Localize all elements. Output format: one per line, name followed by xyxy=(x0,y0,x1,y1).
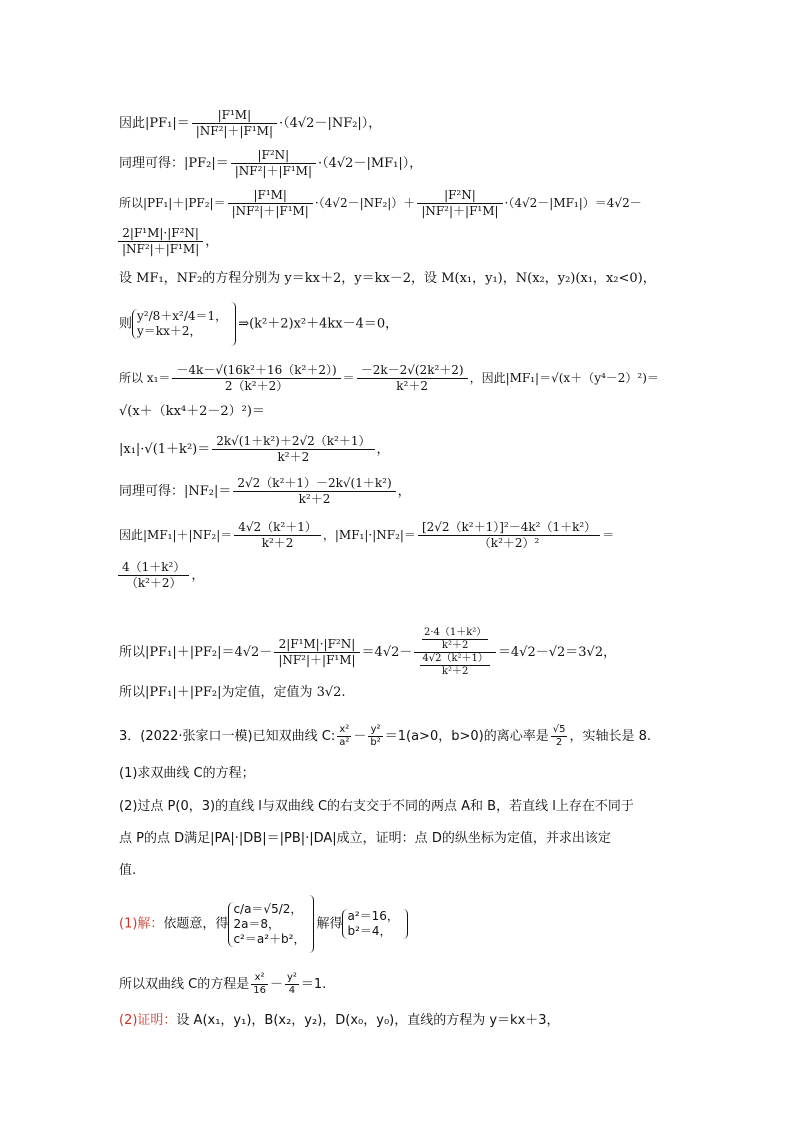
formula-line xyxy=(119,627,616,678)
formula-text: |x₁|·√(1＋k²)＝ xyxy=(119,442,211,457)
solution-label: (2)证明： xyxy=(119,1013,177,1028)
brace xyxy=(231,302,236,346)
numerator: y² xyxy=(286,972,297,983)
solution-part-1 xyxy=(119,895,410,953)
fraction xyxy=(234,520,321,551)
formula-text: 同理可得：|NF₂|＝ xyxy=(119,484,232,499)
fraction xyxy=(417,188,502,219)
formula-text: 设 A(x₁，y₁)，B(x₂，y₂)，D(x₀，y₀)，直线的方程为 y＝kx＋3， xyxy=(176,1013,560,1028)
denominator: |NF²|＋|F¹M| xyxy=(195,124,273,138)
formula-text: 所以|PF₁|＋|PF₂|＝4√2－ xyxy=(119,645,273,660)
formula-line xyxy=(119,520,614,551)
denominator: （k²＋2） xyxy=(125,576,182,590)
numerator: √5 xyxy=(552,724,566,735)
denominator: 16 xyxy=(253,985,266,996)
equation-system xyxy=(228,902,305,947)
fraction xyxy=(274,637,359,668)
denominator: k²＋2 xyxy=(277,450,310,464)
formula-text: ·（4√2－|MF₁|）， xyxy=(317,156,423,171)
formula-text: 因此|PF₁|＝ xyxy=(119,116,190,131)
compound-fraction xyxy=(414,627,496,678)
numerator: 4（1＋k²） xyxy=(118,560,189,576)
question-part-1: (1)求双曲线 C的方程； xyxy=(119,766,255,781)
formula-text: 依题意，得 xyxy=(163,916,229,932)
numerator: x² xyxy=(251,972,268,985)
denominator: k²＋2 xyxy=(298,492,331,506)
fraction xyxy=(285,972,299,997)
formula-line xyxy=(116,226,218,257)
formula-text: － xyxy=(353,729,367,744)
numerator: x² xyxy=(337,724,351,737)
fraction xyxy=(551,724,568,749)
formula-text: ，因此|MF₁|＝√(x＋（y⁴－2）²)＝ xyxy=(469,371,659,385)
numerator: |F¹M| xyxy=(192,108,277,124)
fraction xyxy=(118,226,203,257)
system-row: c/a＝√5/2， xyxy=(233,901,303,916)
numerator: －2k－2√(2k²＋2) xyxy=(357,363,468,379)
formula-text: ＝1(a>0，b>0)的离心率是 xyxy=(384,729,549,744)
formula-text: ＝ xyxy=(602,528,615,542)
fraction xyxy=(212,434,374,465)
system-row: c²＝a²＋b²， xyxy=(233,931,306,946)
fraction xyxy=(422,627,488,652)
formula-text: ＝4√2－ xyxy=(361,645,413,660)
denominator: b² xyxy=(370,737,381,748)
fraction xyxy=(418,520,600,551)
equation-system xyxy=(132,309,227,339)
denominator: k²＋2 xyxy=(261,536,294,550)
numerator: 4√2（k²＋1） xyxy=(422,653,488,664)
system-row: a²＝16， xyxy=(347,909,399,923)
numerator: 2|F¹M|·|F²N| xyxy=(274,637,359,653)
formula-text: ⇒(k²＋2)x²＋4kx－4＝0， xyxy=(238,316,399,332)
numerator: [2√2（k²＋1）]²－4k²（1＋k²） xyxy=(418,520,600,536)
formula-text: 所以|PF₁|＋|PF₂|＝ xyxy=(119,196,226,210)
numerator: 2√2（k²＋1）－2k√(1＋k²) xyxy=(233,476,395,492)
numerator: y² xyxy=(368,724,382,737)
denominator: （k²＋2）² xyxy=(478,536,540,550)
denominator: 2 xyxy=(555,737,563,748)
denominator: |NF²|＋|F¹M| xyxy=(122,242,200,256)
formula-line xyxy=(119,188,642,219)
system-row: y²/8＋x²/4＝1， xyxy=(137,309,228,323)
denominator: k²＋2 xyxy=(396,379,428,393)
formula-text: ＝1. xyxy=(300,977,327,992)
denominator: |NF²|＋|F¹M| xyxy=(421,204,499,218)
solution-equation xyxy=(119,972,326,997)
system-row: b²＝4， xyxy=(347,924,392,938)
fraction xyxy=(228,188,313,219)
text-line: √(x＋（kx⁴＋2－2）²)＝ xyxy=(119,404,265,419)
fraction xyxy=(118,560,189,591)
formula-text: ， xyxy=(205,234,219,249)
problem-3-statement xyxy=(119,724,651,749)
question-part-2: 值. xyxy=(119,863,137,878)
formula-text: 所以双曲线 C的方程是 xyxy=(119,977,250,992)
formula-line xyxy=(119,476,411,507)
formula-text: 因此|MF₁|＋|NF₂|＝ xyxy=(119,528,233,542)
formula-text: 3．(2022·张家口一模)已知双曲线 C: xyxy=(119,729,336,744)
formula-text: 则 xyxy=(119,316,133,332)
brace xyxy=(309,895,314,953)
denominator: 2（k²＋2） xyxy=(224,379,289,393)
denominator: k²＋2 xyxy=(441,666,469,677)
denominator: |NF²|＋|F¹M| xyxy=(278,653,356,667)
formula-text: 所以 x₁＝ xyxy=(119,371,171,385)
fraction xyxy=(251,972,268,997)
formula-line xyxy=(119,148,422,179)
denominator: a² xyxy=(339,737,350,748)
fraction xyxy=(368,724,382,749)
system-row: y＝kx＋2， xyxy=(137,324,202,338)
numerator: 2k√(1＋k²)＋2√2（k²＋1） xyxy=(212,434,374,450)
numerator: |F²N| xyxy=(231,148,316,164)
numerator: |F¹M| xyxy=(228,188,313,204)
denominator: |NF²|＋|F¹M| xyxy=(234,164,312,178)
numerator: 2|F¹M|·|F²N| xyxy=(118,226,203,242)
numerator: 4√2（k²＋1） xyxy=(234,520,321,536)
numerator: |F²N| xyxy=(417,188,502,204)
formula-line xyxy=(119,108,381,139)
formula-text: 解得 xyxy=(316,916,343,932)
text-line: 设 MF₁，NF₂的方程分别为 y＝kx＋2，y＝kx－2，设 M(x₁，y₁)，N(x₂，y₂)(x₁，x₂<0)， xyxy=(119,271,656,286)
system-row: 2a＝8， xyxy=(233,916,281,931)
fraction xyxy=(233,476,395,507)
denominator xyxy=(414,653,496,678)
brace xyxy=(403,909,408,939)
formula-text: ＝4√2－√2＝3√2， xyxy=(497,645,617,660)
formula-line xyxy=(119,302,398,346)
formula-text: ·（4√2－|NF₂|）＋ xyxy=(314,196,416,210)
fraction xyxy=(420,653,490,678)
solution-label: (1)解： xyxy=(119,916,164,932)
formula-text: ·（4√2－|MF₁|）＝4√2－ xyxy=(504,196,642,210)
denominator: 4 xyxy=(288,985,296,996)
formula-text: ， xyxy=(376,442,390,457)
denominator: k²＋2 xyxy=(441,640,469,651)
formula-line xyxy=(119,363,659,394)
fraction xyxy=(172,363,340,394)
formula-line xyxy=(119,434,390,465)
formula-line xyxy=(116,560,204,591)
numerator xyxy=(414,627,496,653)
question-part-2: (2)过点 P(0，3)的直线 l与双曲线 C的右支交于不同的两点 A和 B，若直线 l上存在不同于 xyxy=(119,799,634,814)
formula-text: ，实轴长是 8. xyxy=(569,729,651,744)
formula-text: ＝ xyxy=(342,371,355,385)
fraction xyxy=(357,363,468,394)
text-line: 所以|PF₁|＋|PF₂|为定值，定值为 3√2. xyxy=(119,685,346,700)
formula-text: ，|MF₁|·|NF₂|＝ xyxy=(322,528,416,542)
numerator: －4k－√(16k²＋16（k²＋2）) xyxy=(172,363,340,379)
equation-system xyxy=(342,909,398,939)
denominator: |NF²|＋|F¹M| xyxy=(231,204,309,218)
fraction xyxy=(337,724,351,749)
fraction xyxy=(231,148,316,179)
formula-text: － xyxy=(269,977,283,992)
formula-text: 同理可得：|PF₂|＝ xyxy=(119,156,229,171)
solution-part-2 xyxy=(119,1012,560,1030)
fraction xyxy=(192,108,277,139)
formula-text: ·（4√2－|NF₂|）， xyxy=(278,116,382,131)
formula-text: ， xyxy=(397,484,411,499)
formula-text: ， xyxy=(191,568,205,583)
question-part-2: 点 P的点 D满足|PA|·|DB|＝|PB|·|DA|成立，证明：点 D的纵坐标为定值，并求出该定 xyxy=(119,831,611,846)
numerator: 2·4（1＋k²） xyxy=(423,627,487,638)
